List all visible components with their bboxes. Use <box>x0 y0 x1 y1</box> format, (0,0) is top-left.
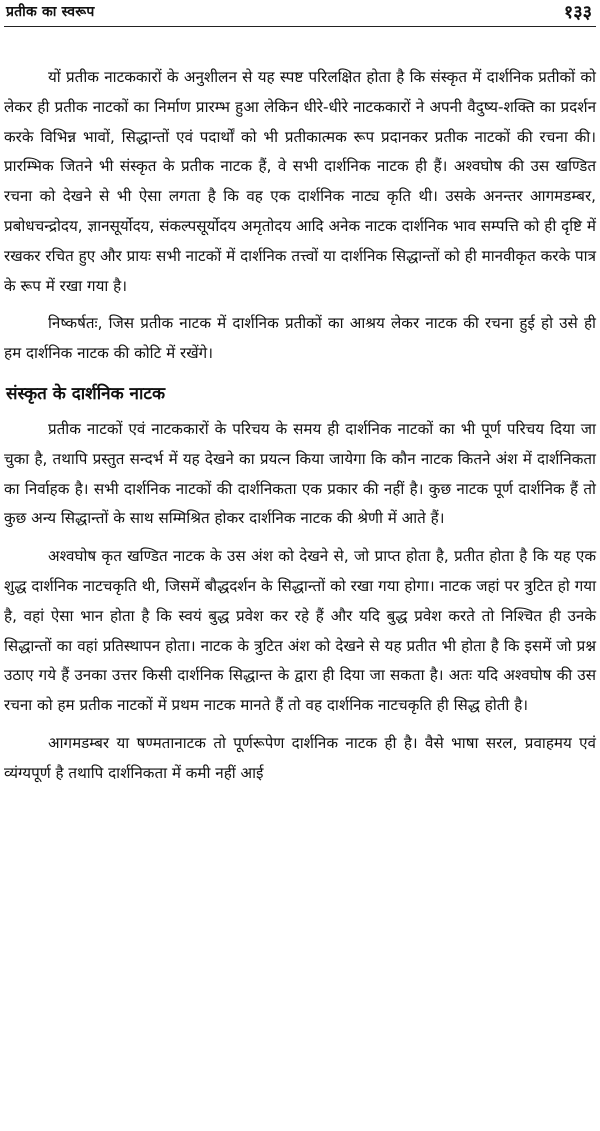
paragraph-section-2: अश्वघोष कृत खण्डित नाटक के उस अंश को देखने से, जो प्राप्त होता है, प्रतीत होता है कि यह एक शुद्ध दार्शनिक नाटचकृति थी, जिसमें बौद्धदर्शन के सिद्धान्तों को रखा गया होगा। नाटक जहां पर त्रुटित हो गया है, वहां ऐसा भान होता है कि स्वयं बुद्ध प्रवेश कर रहे हैं और यदि बुद्ध प्रवेश करते तो निश्चित ही उनके सिद्धान्तों का वहां प्रतिस्थापन होता। नाटक के त्रुटित अंश को देखने से यह प्रतीत भी होता है कि इसमें जो प्रश्न उठाए गये हैं उनका उत्तर किसी दार्शनिक सिद्धान्त के द्वारा ही दिया जा सकता है। अतः यदि अश्वघोष की उस रचना को हम प्रतीक नाटकों में प्रथम नाटक मानते हैं तो वह दार्शनिक नाटचकृति ही सिद्ध होती है। <box>4 547 596 715</box>
section-heading: संस्कृत के दार्शनिक नाटक <box>6 383 166 404</box>
paragraph-intro: यों प्रतीक नाटककारों के अनुशीलन से यह स्पष्ट परिलक्षित होता है कि संस्कृत में दार्शनिक प्रतीकों को लेकर ही प्रतीक नाटकों का निर्माण प्रारम्भ हुआ लेकिन धीरे-धीरे नाटककारों ने अपनी वैदुष्य-शक्ति का प्रदर्शन करके विभिन्न भावों, सिद्धान्तों एवं पदार्थों को भी प्रतीकात्मक रूप प्रदानकर प्रतीक नाटकों की रचना की। प्रारम्भिक जितने भी संस्कृत के प्रतीक नाटक हैं, वे सभी दार्शनिक नाटक ही हैं। अश्वघोष की उस खण्डित रचना को देखने से भी ऐसा लगता है कि वह एक दार्शनिक नाट्य कृति थी। उसके अनन्तर आगमडम्बर, प्रबोधचन्द्रोदय, ज्ञानसूर्योदय, संकल्पसूर्योदय अमृतोदय आदि अनेक नाटक दार्शनिक भाव सम्पत्ति को ही दृष्टि में रखकर रचित हुए और प्रायः सभी नाटकों में दार्शनिक तत्त्वों या दार्शनिक सिद्धान्तों को ही मानवीकृत करके पात्र के रूप में रखा गया है। <box>4 68 596 295</box>
running-header <box>4 0 596 27</box>
page-number: १३३ <box>563 2 592 23</box>
paragraph-conclusion: निष्कर्षतः, जिस प्रतीक नाटक में दार्शनिक प्रतीकों का आश्रय लेकर नाटक की रचना हुई हो उसे ही हम दार्शनिक नाटक की कोटि में रखेंगे। <box>4 314 596 363</box>
running-title: प्रतीक का स्वरूप <box>6 4 95 20</box>
paragraph-section-1: प्रतीक नाटकों एवं नाटककारों के परिचय के समय ही दार्शनिक नाटकों का भी पूर्ण परिचय दिया जा चुका है, तथापि प्रस्तुत सन्दर्भ में यह देखने का प्रयत्न किया जायेगा कि कौन नाटक कितने अंश में दार्शनिकता का निर्वाहक है। सभी दार्शनिक नाटकों की दार्शनिकता एक प्रकार की नहीं है। कुछ नाटक पूर्ण दार्शनिक हैं तो कुछ अन्य सिद्धान्तों के साथ सम्मिश्रित होकर दार्शनिक नाटक की श्रेणी में आते हैं। <box>4 419 596 528</box>
paragraph-section-3: आगमडम्बर या षण्मतानाटक तो पूर्णरूपेण दार्शनिक नाटक ही है। वैसे भाषा सरल, प्रवाहमय एवं व्यंग्यपूर्ण है तथापि दार्शनिकता में कमी नहीं आई <box>4 733 596 782</box>
